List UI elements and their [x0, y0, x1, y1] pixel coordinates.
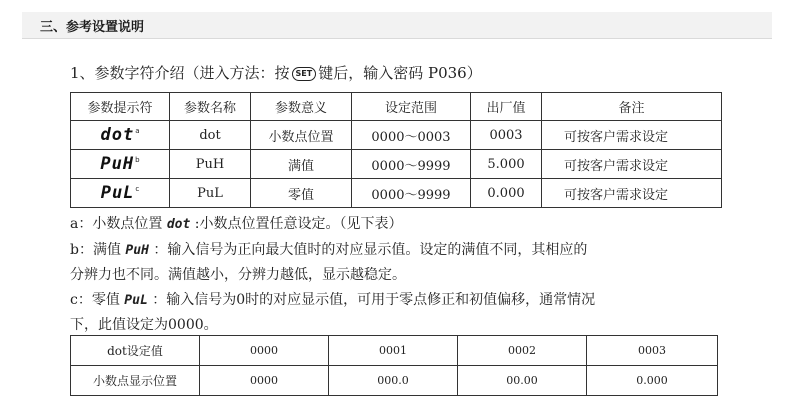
position-value-cell: 0000 [200, 366, 329, 396]
section-header [22, 12, 772, 39]
meaning-cell: 小数点位置 [251, 121, 352, 150]
meaning-cell: 零值 [251, 179, 352, 208]
dot-table-row [71, 366, 718, 396]
note-b-prefix: b：满值 [70, 241, 121, 258]
footnote-mark: a [135, 127, 140, 135]
dot-table [70, 335, 718, 396]
note-b [70, 238, 730, 264]
param-table-header [71, 93, 722, 121]
name-cell: PuH [170, 150, 251, 179]
meaning-cell: 满值 [251, 150, 352, 179]
header-note: 备注 [542, 93, 722, 121]
footnote-mark: b [135, 156, 140, 164]
header-name: 参数名称 [170, 93, 251, 121]
note-c-prefix: c：零值 [70, 291, 120, 308]
position-value-cell: 000.0 [329, 366, 458, 396]
range-cell: 0000～9999 [352, 150, 471, 179]
symbol-cell [71, 150, 170, 179]
position-row-label: 小数点显示位置 [71, 366, 200, 396]
table-row [71, 121, 722, 150]
symbol-cell [71, 179, 170, 208]
dot-value-cell: 0003 [587, 336, 718, 366]
header-default: 出厂值 [471, 93, 542, 121]
footnote-mark: c [135, 185, 140, 193]
dot-table-row [71, 336, 718, 366]
note-a-text: :小数点位置任意设定。（见下表） [194, 216, 403, 232]
table-row [71, 179, 722, 208]
dot-value-cell: 0001 [329, 336, 458, 366]
header-symbol: 参数提示符 [71, 93, 170, 121]
default-cell: 0003 [471, 121, 542, 150]
name-cell: PuL [170, 179, 251, 208]
note-c-text: ：输入信号为0时的对应显示值，可用于零点修正和初值偏移，通常情况 [152, 291, 596, 308]
dot-row-label: dot设定值 [71, 336, 200, 366]
note-a-symbol: dot [166, 217, 191, 232]
note-c-symbol: PuL [124, 292, 148, 308]
note-c [70, 288, 730, 314]
header-meaning: 参数意义 [251, 93, 352, 121]
note-b-text: ：输入信号为正向最大值时的对应显示值。设定的满值不同，其相应的 [153, 241, 588, 258]
table-row [71, 150, 722, 179]
intro-line [70, 62, 482, 83]
note-c-line2: 下，此值设定为0000。 [70, 317, 218, 333]
dot-value-cell: 0000 [200, 336, 329, 366]
segment-symbol: PuH [100, 154, 135, 174]
note-b-line2: 分辨力也不同。满值越小，分辨力越低，显示越稳定。 [70, 267, 406, 283]
range-cell: 0000～0003 [352, 121, 471, 150]
dot-value-cell: 0002 [458, 336, 587, 366]
segment-symbol: PuL [100, 183, 135, 203]
note-cell: 可按客户需求设定 [542, 150, 722, 179]
intro-before-key: 1、参数字符介绍（进入方法：按 [70, 64, 290, 82]
intro-after-key: 键后，输入密码 P036） [318, 64, 482, 82]
segment-symbol: dot [100, 125, 135, 145]
notes-section [70, 212, 730, 338]
param-table [70, 92, 722, 208]
range-cell: 0000～9999 [352, 179, 471, 208]
name-cell: dot [170, 121, 251, 150]
note-cell: 可按客户需求设定 [542, 179, 722, 208]
position-value-cell: 0.000 [587, 366, 718, 396]
set-key-icon: SET [292, 67, 317, 81]
default-cell: 5.000 [471, 150, 542, 179]
section-title: 三、参考设置说明 [40, 20, 145, 35]
note-cell: 可按客户需求设定 [542, 121, 722, 150]
note-a-prefix: a：小数点位置 [70, 216, 163, 232]
note-a [70, 212, 730, 238]
position-value-cell: 00.00 [458, 366, 587, 396]
symbol-cell [71, 121, 170, 150]
header-range: 设定范围 [352, 93, 471, 121]
default-cell: 0.000 [471, 179, 542, 208]
note-b-symbol: PuH [125, 242, 149, 258]
